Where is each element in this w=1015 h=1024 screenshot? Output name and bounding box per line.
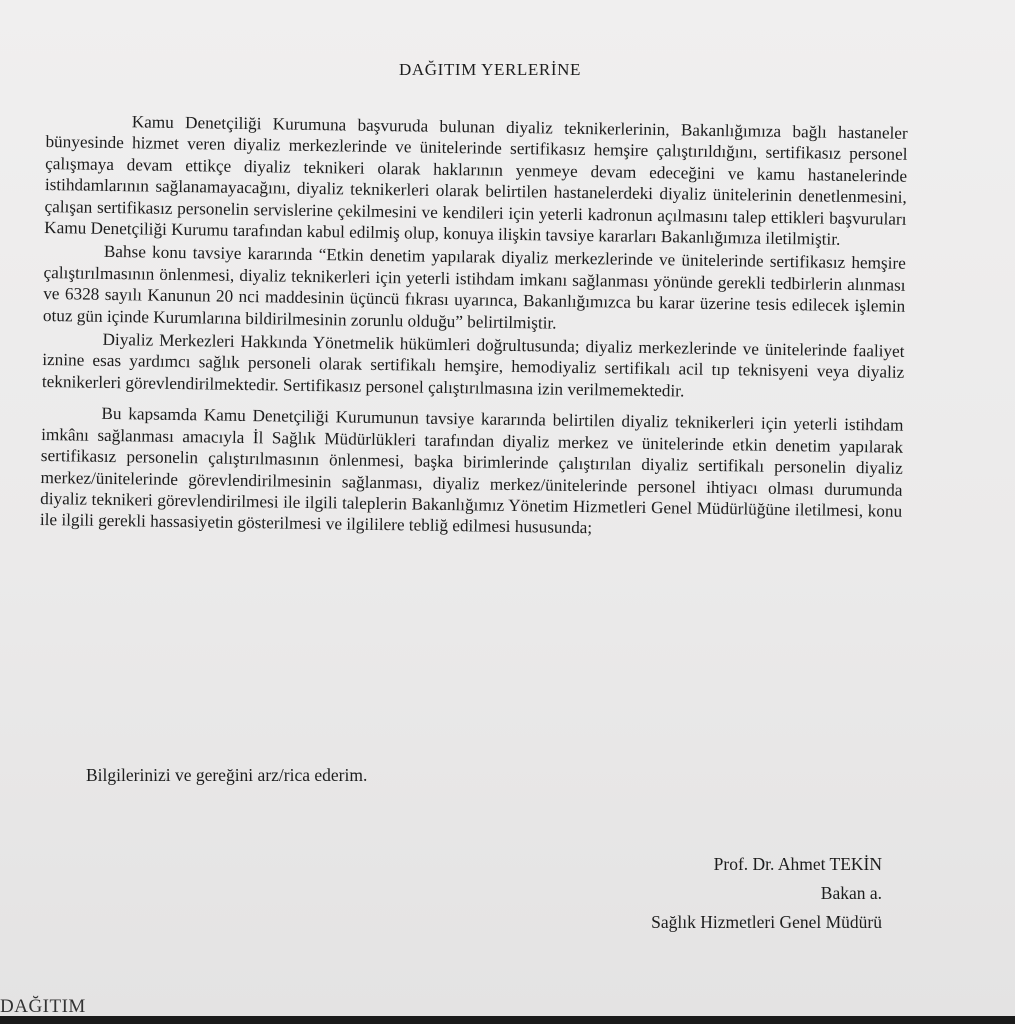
document-heading: DAĞITIM YERLERİNE (399, 60, 581, 79)
paragraph-2: Bahse konu tavsiye kararında “Etkin denetim yapılarak diyaliz merkezlerinde ve ünitelerinde sertifikasız hemşire çalıştırılmasının önlenmesi, diyaliz teknikerleri için yeterli istihdam imkanı sağlanması yönünde gerekli tedbirlerin alınması ve 6328 sayılı Kanunun 20 nci maddesinin üçüncü fıkrası uyarınca, Bakanlığımızca bu karar üzerine tesis edilecek işlemin otuz gün içinde Kurumlarına bildirilmesinin zorunlu olduğu” belirtilmiştir. (42, 242, 906, 333)
signatory-title: Sağlık Hizmetleri Genel Müdürü (651, 912, 882, 932)
paragraph-4: Bu kapsamda Kamu Denetçiliği Kurumunun tavsiye kararında belirtilen diyaliz teknikerleri için yeterli istihdam imkânı sağlanması amacıyla İl Sağlık Müdürlükleri tarafından diyaliz merkez ve ünitelerinde etkin denetim yapılarak sertifikasız personelin çalıştırılmasının önlenmesi, başka birimlerinde çalıştırılan diyaliz sertifikalı personelin diyaliz merkez/ünitelerinde görevlendirilmesinin sağlanması, diyaliz merkez/ünitelerinde personel ihtiyacı olması durumunda diyaliz teknikeri görevlendirilmesi ile ilgili taleplerin Bakanlığımız Yönetim Hizmetleri Genel Müdürlüğüne iletilmesi, konu ile ilgili gerekli hassasiyetin gösterilmesi ve ilgililere tebliğ edilmesi hususunda; (39, 404, 904, 538)
signatory-on-behalf: Bakan a. (820, 883, 882, 903)
paragraph-1: Kamu Denetçiliği Kurumuna başvuruda bulunan diyaliz teknikerlerinin, Bakanlığımıza bağlı hastaneler bünyesinde hizmet veren diyaliz merkezlerinde ve ünitelerinde sertifikasız hemşire çalıştırıldığını, sertifikasız personel çalışmaya devam ettikçe diyaliz teknikeri olarak haklarının yenmeye devam edeceğini ve kamu hastanelerinde istihdamlarının sağlanamayacağını, diyaliz teknikerleri olarak belirtilen hastanelerdeki diyaliz ünitelerinin denetlenmesini, çalışan sertifikasız personelin servislerine çekilmesini ve kendileri için yeterli kadronun açılmasını talep ettikleri başvuruları Kamu Denetçiliği Kurumu tarafından kabul edilmiş olup, konuya ilişkin tavsiye kararları Bakanlığımıza iletilmiştir. (44, 112, 908, 249)
signatory-name: Prof. Dr. Ahmet TEKİN (713, 854, 882, 874)
paragraph-3: Diyaliz Merkezleri Hakkında Yönetmelik hükümleri doğrultusunda; diyaliz merkezlerinde ve ünitelerinde faaliyet iznine esas yardımcı sağlık personeli olarak sertifikalı hemşire, hemodiyaliz sertifikalı acil tıp teknisyeni veya diyaliz teknikerleri görevlendirilmektedir. Sertifikasız personel çalıştırılmasına izin verilmemektedir. (41, 329, 905, 401)
distribution-label: DAĞITIM (0, 996, 86, 1016)
signature-block (600, 850, 940, 937)
closing-line: Bilgilerinizi ve gereğini arz/rica ederim. (86, 765, 368, 785)
document-body (40, 110, 908, 543)
